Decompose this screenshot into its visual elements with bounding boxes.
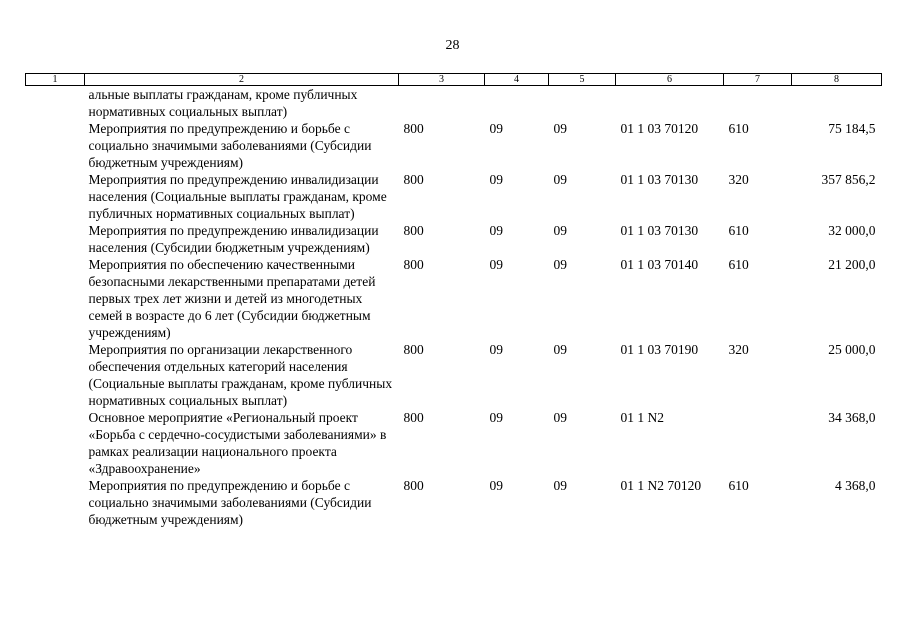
ministry-code: 800: [403, 478, 424, 493]
expense-name: Мероприятия по предупреждению инвалидизации населения (Социальные выплаты гражданам, кроме публичных нормативных социальных выплат): [88, 172, 387, 221]
expense-type-code: [724, 409, 792, 477]
section-code: 09: [489, 478, 503, 493]
empty-cell: [26, 222, 85, 256]
target-item-code: 01 1 N2: [620, 410, 664, 425]
section-code: 09: [489, 257, 503, 272]
amount: 32 000,0: [828, 223, 876, 238]
empty-cell: [26, 341, 85, 409]
header-row: [26, 74, 882, 86]
subsection-code: 09: [553, 121, 567, 136]
table-row: [26, 171, 882, 222]
table-row: [26, 222, 882, 256]
table-row: [26, 120, 882, 171]
amount: 34 368,0: [828, 410, 876, 425]
ministry-code: 800: [403, 121, 424, 136]
section-code: [485, 86, 549, 121]
expense-type-code: 320: [728, 342, 749, 357]
subsection-code: 09: [553, 257, 567, 272]
empty-cell: [26, 86, 85, 121]
empty-cell: [26, 409, 85, 477]
target-item-code: 01 1 03 70130: [620, 172, 699, 187]
amount: 21 200,0: [828, 257, 876, 272]
expense-name: Мероприятия по организации лекарственного обеспечения отдельных категорий населения (Социальные выплаты гражданам, кроме публичных нормативных социальных выплат): [88, 342, 393, 408]
expense-type-code: 320: [728, 172, 749, 187]
ministry-code: 800: [403, 172, 424, 187]
expense-type-code: 610: [728, 223, 749, 238]
amount: 75 184,5: [828, 121, 876, 136]
header-col-7: 7: [724, 74, 792, 86]
amount: 357 856,2: [821, 172, 876, 187]
target-item-code: 01 1 03 70140: [620, 257, 699, 272]
header-col-5: 5: [549, 74, 616, 86]
empty-cell: [26, 477, 85, 528]
empty-cell: [26, 256, 85, 341]
table-row: [26, 477, 882, 528]
subsection-code: 09: [553, 172, 567, 187]
expense-name: Мероприятия по обеспечению качественными безопасными лекарственными препаратами детей первых трех лет жизни и детей из многодетных семей в возрасте до 6 лет (Субсидии бюджетным учреждениям): [88, 257, 376, 340]
table-row: [26, 86, 882, 121]
header-col-2: 2: [85, 74, 399, 86]
ministry-code: [399, 86, 485, 121]
expense-name: альные выплаты гражданам, кроме публичных нормативных социальных выплат): [88, 87, 358, 119]
expense-type-code: 610: [728, 478, 749, 493]
subsection-code: 09: [553, 478, 567, 493]
subsection-code: 09: [553, 410, 567, 425]
expense-name: Мероприятия по предупреждению и борьбе с социально значимыми заболеваниями (Субсидии бюджетным учреждениям): [88, 478, 372, 527]
ministry-code: 800: [403, 223, 424, 238]
amount: 25 000,0: [828, 342, 876, 357]
table-row: [26, 341, 882, 409]
subsection-code: 09: [553, 342, 567, 357]
target-item-code: 01 1 03 70130: [620, 223, 699, 238]
header-col-8: 8: [792, 74, 882, 86]
expense-type-code: [724, 86, 792, 121]
header-col-1: 1: [26, 74, 85, 86]
empty-cell: [26, 171, 85, 222]
header-col-3: 3: [399, 74, 485, 86]
section-code: 09: [489, 121, 503, 136]
page-number: 28: [445, 38, 460, 53]
expense-type-code: 610: [728, 257, 749, 272]
expense-name: Мероприятия по предупреждению и борьбе с социально значимыми заболеваниями (Субсидии бюджетным учреждениям): [88, 121, 372, 170]
header-col-6: 6: [616, 74, 724, 86]
ministry-code: 800: [403, 342, 424, 357]
target-item-code: 01 1 03 70190: [620, 342, 699, 357]
header-col-4: 4: [485, 74, 549, 86]
ministry-code: 800: [403, 410, 424, 425]
expense-name: Основное мероприятие «Региональный проект «Борьба с сердечно-сосудистыми заболеваниями» в рамках реализации национального проекта «Здравоохранение»: [88, 410, 387, 476]
expense-name: Мероприятия по предупреждению инвалидизации населения (Субсидии бюджетным учреждениям): [88, 223, 379, 255]
section-code: 09: [489, 342, 503, 357]
empty-cell: [26, 120, 85, 171]
section-code: 09: [489, 172, 503, 187]
target-item-code: 01 1 N2 70120: [620, 478, 702, 493]
ministry-code: 800: [403, 257, 424, 272]
amount: 4 368,0: [835, 478, 876, 493]
section-code: 09: [489, 223, 503, 238]
target-item-code: [616, 86, 724, 121]
budget-table: [25, 73, 882, 528]
table-row: [26, 256, 882, 341]
subsection-code: [549, 86, 616, 121]
target-item-code: 01 1 03 70120: [620, 121, 699, 136]
subsection-code: 09: [553, 223, 567, 238]
table-row: [26, 409, 882, 477]
amount: [792, 86, 882, 121]
expense-type-code: 610: [728, 121, 749, 136]
section-code: 09: [489, 410, 503, 425]
